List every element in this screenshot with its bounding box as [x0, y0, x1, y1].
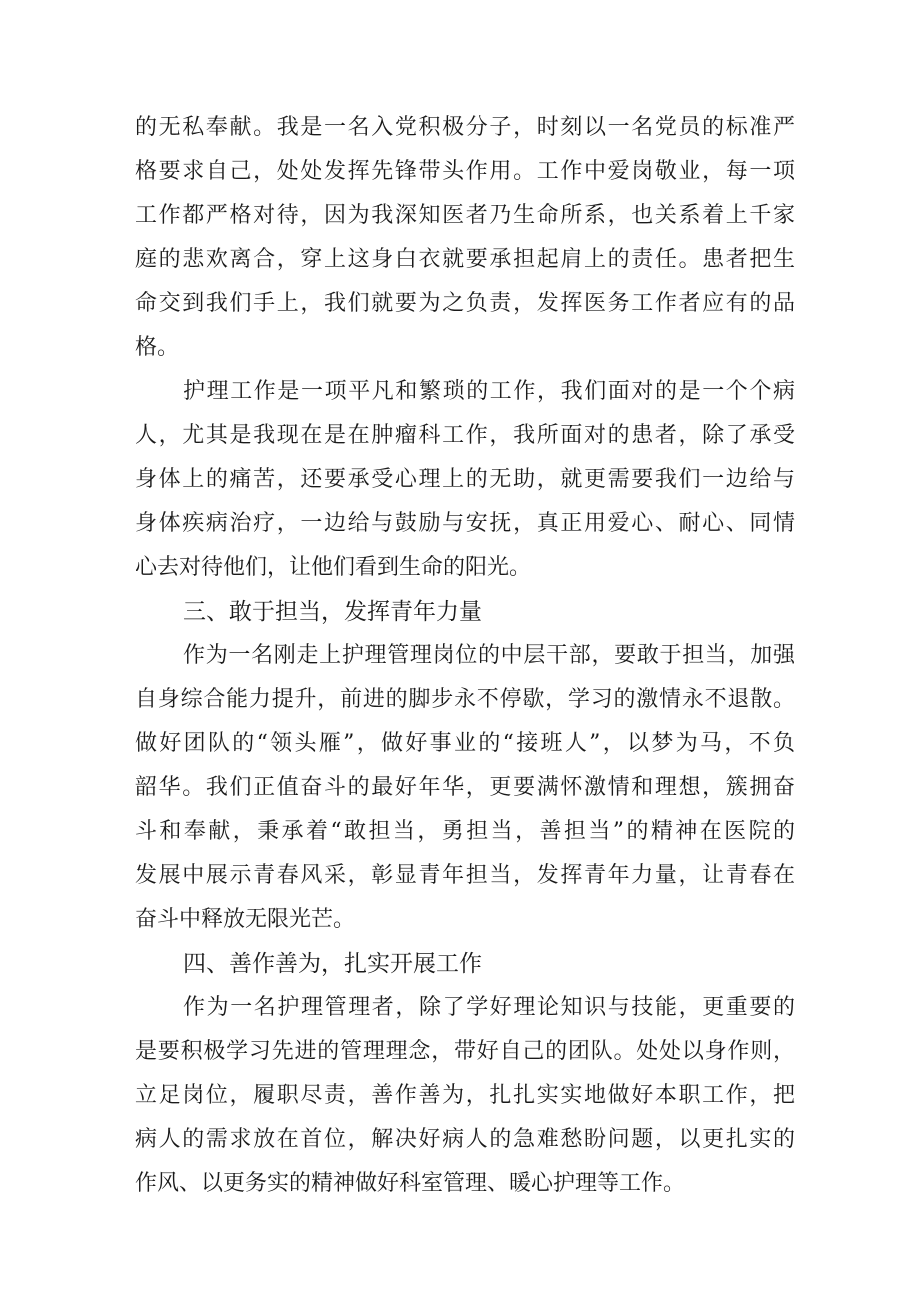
paragraph-line: 庭的悲欢离合，穿上这身白衣就要承担起肩上的责任。患者把生	[135, 247, 795, 272]
paragraph-line: 是要积极学习先进的管理理念，带好自己的团队。处处以身作则，	[135, 1039, 795, 1064]
paragraph-line: 斗和奉献，秉承着“敢担当，勇担当，善担当”的精神在医院的	[135, 819, 795, 844]
paragraph-line: 作为一名护理管理者，除了学好理论知识与技能，更重要的	[183, 995, 795, 1020]
paragraph-line: 护理工作是一项平凡和繁琐的工作，我们面对的是一个个病	[183, 379, 795, 404]
paragraph-line: 发展中展示青春风采，彰显青年担当，发挥青年力量，让青春在	[135, 863, 795, 888]
paragraph-line: 奋斗中释放无限光芒。	[135, 907, 356, 932]
paragraph-line: 身体疾病治疗，一边给与鼓励与安抚，真正用爱心、耐心、同情	[135, 511, 795, 536]
section-heading: 三、敢于担当，发挥青年力量	[183, 599, 482, 625]
paragraph-line: 立足岗位，履职尽责，善作善为，扎扎实实地做好本职工作，把	[135, 1083, 795, 1108]
paragraph-line: 病人的需求放在首位，解决好病人的急难愁盼问题，以更扎实的	[135, 1127, 795, 1152]
section-heading: 四、善作善为，扎实开展工作	[183, 951, 482, 977]
paragraph-line: 格。	[135, 335, 180, 360]
paragraph-line: 做好团队的“领头雁”，做好事业的“接班人”，以梦为马，不负	[135, 731, 795, 756]
paragraph-line: 韶华。我们正值奋斗的最好年华，更要满怀激情和理想，簇拥奋	[135, 775, 795, 800]
paragraph-line: 作风、以更务实的精神做好科室管理、暖心护理等工作。	[135, 1171, 686, 1196]
paragraph-line: 身体上的痛苦，还要承受心理上的无助，就更需要我们一边给与	[135, 467, 795, 492]
paragraph-line: 作为一名刚走上护理管理岗位的中层干部，要敢于担当，加强	[183, 643, 795, 668]
paragraph-line: 人，尤其是我现在是在肿瘤科工作，我所面对的患者，除了承受	[135, 423, 795, 448]
paragraph-line: 工作都严格对待，因为我深知医者乃生命所系，也关系着上千家	[135, 203, 795, 228]
paragraph-line: 格要求自己，处处发挥先锋带头作用。工作中爱岗敬业，每一项	[135, 159, 795, 184]
paragraph-line: 心去对待他们，让他们看到生命的阳光。	[135, 555, 532, 580]
paragraph-line: 的无私奉献。我是一名入党积极分子，时刻以一名党员的标准严	[135, 115, 795, 140]
paragraph-line: 自身综合能力提升，前进的脚步永不停歇，学习的激情永不退散。	[135, 687, 795, 712]
paragraph-line: 命交到我们手上，我们就要为之负责，发挥医务工作者应有的品	[135, 291, 795, 316]
